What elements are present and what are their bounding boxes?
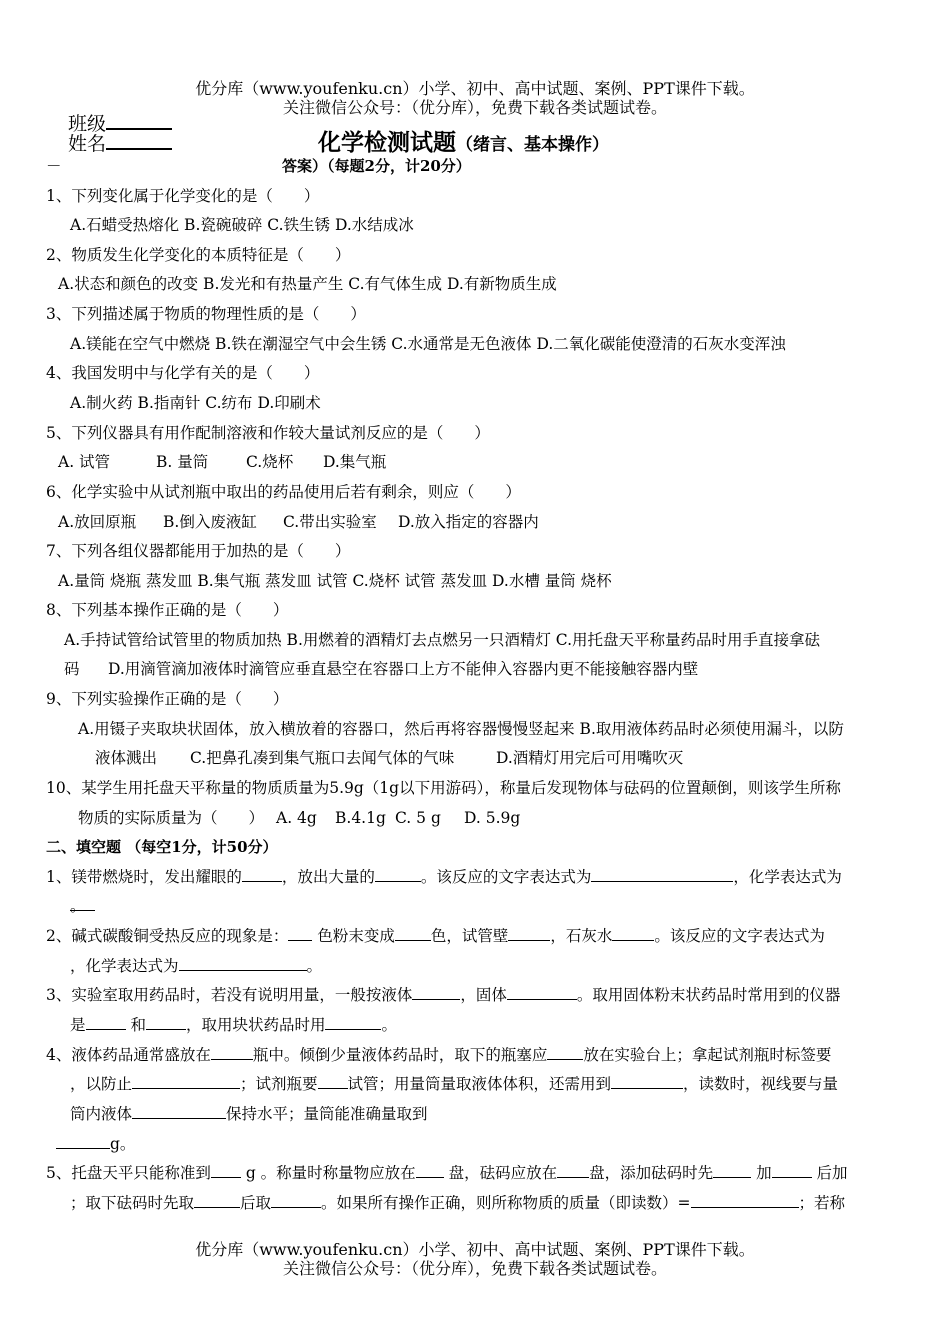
class-label: 班级 bbox=[68, 113, 107, 135]
fill-2-line-2 bbox=[70, 956, 322, 976]
footer-line-2: 关注微信公众号：（优分库），免费下载各类试题试卷。 bbox=[282, 1259, 667, 1278]
fill-2-text-b: 色粉末变成 bbox=[317, 927, 395, 945]
fill-3-text-c: 。取用固体粉末状药品时常用到的仪器 bbox=[576, 986, 841, 1004]
q4-options: A.制火药 B.指南针 C.纺布 D.印刷术 bbox=[70, 394, 321, 412]
q4-stem: 4、我国发明中与化学有关的是（ ） bbox=[46, 364, 320, 382]
name-blank bbox=[106, 134, 172, 150]
fill-2-blank-3 bbox=[508, 926, 550, 941]
fill-5-text-a: 5、托盘天平只能称准到 bbox=[46, 1164, 211, 1182]
fill-1-text-c: 。该反应的文字表达式为 bbox=[420, 868, 592, 886]
fill-4-blank-5 bbox=[611, 1074, 683, 1089]
fill-2-blank-4 bbox=[612, 926, 654, 941]
fill-2-text-a: 2、碱式碳酸铜受热反应的现象是： bbox=[46, 927, 289, 945]
fill-5-text-i: 。如果所有操作正确，则所称物质的质量（即读数）= bbox=[321, 1194, 691, 1212]
fill-3-blank-1 bbox=[412, 985, 460, 1000]
fill-2-blank-5 bbox=[179, 956, 307, 971]
fill-5-text-g: ；取下砝码时先取 bbox=[70, 1194, 195, 1212]
fill-5-blank-5 bbox=[772, 1163, 812, 1178]
q8-options-line-1: A.手持试管给试管里的物质加热 B.用燃着的酒精灯去点燃另一只酒精灯 C.用托盘天平称量药品时用手直接拿砝 bbox=[64, 631, 821, 649]
fill-5-blank-2 bbox=[416, 1163, 444, 1178]
q10-option-c: C. 5 g bbox=[395, 809, 441, 827]
fill-3-text-a: 3、实验室取用药品时，若没有说明用量，一般按液体 bbox=[46, 986, 413, 1004]
fill-1-blank-3 bbox=[591, 867, 733, 882]
fill-2-blank-2 bbox=[395, 926, 431, 941]
fill-5-text-c: 盘，砝码应放在 bbox=[448, 1164, 558, 1182]
fill-3-blank-4 bbox=[146, 1015, 186, 1030]
footer-line-1: 优分库（www.youfenku.cn）小学、初中、高中试题、案例、PPT课件下载。 bbox=[195, 1240, 755, 1259]
q10-option-a: A. 4g bbox=[276, 809, 317, 827]
fill-5-blank-7 bbox=[271, 1193, 321, 1208]
fill-4-line-2 bbox=[70, 1074, 838, 1094]
section-1-dash: － bbox=[46, 157, 62, 175]
fill-2-text-d: ，石灰水 bbox=[550, 927, 613, 945]
class-blank bbox=[106, 114, 172, 130]
q10-option-d: D. 5.9g bbox=[464, 809, 521, 827]
q9-stem: 9、下列实验操作正确的是（ ） bbox=[46, 690, 289, 708]
title-main: 化学检测试题 bbox=[318, 130, 456, 156]
fill-3-blank-3 bbox=[86, 1015, 126, 1030]
fill-4-text-a: 4、液体药品通常盛放在 bbox=[46, 1046, 211, 1064]
q8-options-line-2-a: 码 bbox=[64, 660, 80, 678]
fill-4-blank-3 bbox=[132, 1074, 240, 1089]
fill-4-blank-7 bbox=[56, 1134, 110, 1149]
fill-1-text-e: 。 bbox=[70, 897, 86, 915]
fill-4-line-3 bbox=[70, 1104, 428, 1124]
fill-4-text-i: 保持水平；量筒能准确量取到 bbox=[226, 1105, 428, 1123]
fill-5-text-d: 盘，添加砝码时先 bbox=[589, 1164, 714, 1182]
fill-5-text-j: ；若称 bbox=[798, 1194, 846, 1212]
q9-options-line-2-c: D.酒精灯用完后可用嘴吹灭 bbox=[496, 749, 684, 767]
fill-3-line-1 bbox=[46, 985, 840, 1005]
section-1-heading: 答案）（每题2分，计20分） bbox=[282, 157, 471, 175]
name-label: 姓名 bbox=[68, 133, 107, 155]
fill-4-text-j: g。 bbox=[110, 1135, 136, 1153]
fill-1-line-2 bbox=[70, 896, 95, 916]
fill-2-text-c: 色，试管壁 bbox=[430, 927, 509, 945]
class-field bbox=[68, 114, 172, 134]
fill-2-blank-1 bbox=[288, 926, 312, 941]
fill-3-line-2 bbox=[70, 1015, 397, 1035]
fill-5-blank-8 bbox=[691, 1193, 799, 1208]
q3-options: A.镁能在空气中燃烧 B.铁在潮湿空气中会生锈 C.水通常是无色液体 D.二氧化碳能使澄清的石灰水变浑浊 bbox=[70, 335, 786, 353]
fill-3-text-d: 是 bbox=[70, 1016, 86, 1034]
q2-stem: 2、物质发生化学变化的本质特征是（ ） bbox=[46, 246, 351, 264]
fill-3-text-e: 和 bbox=[130, 1016, 146, 1034]
fill-5-blank-3 bbox=[557, 1163, 589, 1178]
fill-3-text-b: ，固体 bbox=[460, 986, 507, 1004]
q1-options: A.石蜡受热熔化 B.瓷碗破碎 C.铁生锈 D.水结成冰 bbox=[70, 216, 414, 234]
fill-4-line-4 bbox=[56, 1134, 135, 1154]
q5-option-a: A. 试管 bbox=[58, 453, 111, 471]
fill-1-blank-4 bbox=[70, 896, 95, 915]
q6-option-d: D.放入指定的容器内 bbox=[398, 513, 539, 531]
q5-option-b: B. 量筒 bbox=[156, 453, 209, 471]
exam-title bbox=[318, 124, 609, 157]
fill-5-text-e: 加 bbox=[756, 1164, 772, 1182]
header-line-2: 关注微信公众号：（优分库），免费下载各类试题试卷。 bbox=[282, 98, 667, 117]
section-2-heading: 二、填空题 （每空1分，计50分） bbox=[46, 838, 278, 856]
q1-stem: 1、下列变化属于化学变化的是（ ） bbox=[46, 187, 320, 205]
fill-1-text-b: ，放出大量的 bbox=[281, 868, 375, 886]
q8-stem: 8、下列基本操作正确的是（ ） bbox=[46, 601, 289, 619]
fill-4-text-f: 试管；用量筒量取液体体积，还需用到 bbox=[347, 1075, 612, 1093]
q6-option-a: A.放回原瓶 bbox=[58, 513, 137, 531]
fill-1-line-1 bbox=[46, 867, 842, 887]
fill-5-blank-6 bbox=[194, 1193, 240, 1208]
fill-4-text-g: ，读数时，视线要与量 bbox=[683, 1075, 839, 1093]
fill-4-blank-6 bbox=[132, 1104, 226, 1119]
q10-stem-line-2: 物质的实际质量为（ ） bbox=[78, 809, 265, 827]
fill-5-text-b: g 。称量时称量物应放在 bbox=[245, 1164, 416, 1182]
fill-2-line-1 bbox=[46, 926, 825, 946]
fill-4-blank-1 bbox=[211, 1045, 253, 1060]
header-line-1: 优分库（www.youfenku.cn）小学、初中、高中试题、案例、PPT课件下载。 bbox=[195, 79, 755, 98]
fill-1-text-d: ，化学表达式为 bbox=[733, 868, 842, 886]
fill-2-text-f: ，化学表达式为 bbox=[70, 957, 179, 975]
name-field bbox=[68, 134, 172, 154]
q10-option-b: B.4.1g bbox=[335, 809, 386, 827]
q6-option-b: B.倒入废液缸 bbox=[163, 513, 257, 531]
q7-stem: 7、下列各组仪器都能用于加热的是（ ） bbox=[46, 542, 351, 560]
q2-options: A.状态和颜色的改变 B.发光和有热量产生 C.有气体生成 D.有新物质生成 bbox=[58, 275, 557, 293]
q5-stem: 5、下列仪器具有用作配制溶液和作较大量试剂反应的是（ ） bbox=[46, 424, 490, 442]
fill-4-text-h: 筒内液体 bbox=[70, 1105, 133, 1123]
q7-options: A.量筒 烧瓶 蒸发皿 B.集气瓶 蒸发皿 试管 C.烧杯 试管 蒸发皿 D.水槽 量筒 烧杯 bbox=[58, 572, 612, 590]
fill-4-blank-4 bbox=[318, 1074, 348, 1089]
fill-4-text-e: ；试剂瓶要 bbox=[240, 1075, 318, 1093]
fill-1-blank-2 bbox=[375, 867, 421, 882]
title-sub: （绪言、基本操作） bbox=[456, 135, 609, 155]
fill-3-blank-5 bbox=[325, 1015, 381, 1030]
fill-5-blank-4 bbox=[713, 1163, 751, 1178]
fill-5-text-h: 后取 bbox=[240, 1194, 272, 1212]
fill-2-text-g: 。 bbox=[306, 957, 323, 975]
fill-1-text-a: 1、镁带燃烧时，发出耀眼的 bbox=[46, 868, 242, 886]
fill-1-blank-1 bbox=[242, 867, 282, 882]
fill-5-text-f: 后加 bbox=[816, 1164, 848, 1182]
fill-4-line-1 bbox=[46, 1045, 831, 1065]
q6-option-c: C.带出实验室 bbox=[283, 513, 377, 531]
q9-options-line-2-a: 液体溅出 bbox=[95, 749, 158, 767]
fill-5-blank-1 bbox=[211, 1163, 241, 1178]
fill-4-text-b: 瓶中。倾倒少量液体药品时，取下的瓶塞应 bbox=[252, 1046, 548, 1064]
fill-4-text-c: 放在实验台上；拿起试剂瓶时标签要 bbox=[583, 1046, 832, 1064]
fill-3-text-g: 。 bbox=[381, 1016, 397, 1034]
q5-option-c: C.烧杯 bbox=[246, 453, 294, 471]
fill-4-text-d: ，以防止 bbox=[70, 1075, 133, 1093]
fill-2-text-e: 。该反应的文字表达式为 bbox=[654, 927, 825, 945]
q6-stem: 6、化学实验中从试剂瓶中取出的药品使用后若有剩余，则应（ ） bbox=[46, 483, 521, 501]
fill-4-blank-2 bbox=[547, 1045, 583, 1060]
q9-options-line-2-b: C.把鼻孔凑到集气瓶口去闻气体的气味 bbox=[190, 749, 455, 767]
q9-options-line-1: A.用镊子夹取块状固体，放入横放着的容器口，然后再将容器慢慢竖起来 B.取用液体药品时必须使用漏斗，以防 bbox=[78, 720, 844, 738]
q10-stem-line-1: 10、某学生用托盘天平称量的物质质量为5.9g（1g以下用游码），称量后发现物体与砝码的位置颠倒，则该学生所称 bbox=[46, 779, 841, 797]
fill-3-blank-2 bbox=[507, 985, 577, 1000]
q3-stem: 3、下列描述属于物质的物理性质的是（ ） bbox=[46, 305, 366, 323]
q8-options-line-2-b: D.用滴管滴加液体时滴管应垂直悬空在容器口上方不能伸入容器内更不能接触容器内壁 bbox=[108, 660, 699, 678]
fill-5-line-2 bbox=[70, 1193, 845, 1213]
fill-5-line-1 bbox=[46, 1163, 848, 1183]
q5-option-d: D.集气瓶 bbox=[323, 453, 387, 471]
fill-3-text-f: ，取用块状药品时用 bbox=[185, 1016, 326, 1034]
